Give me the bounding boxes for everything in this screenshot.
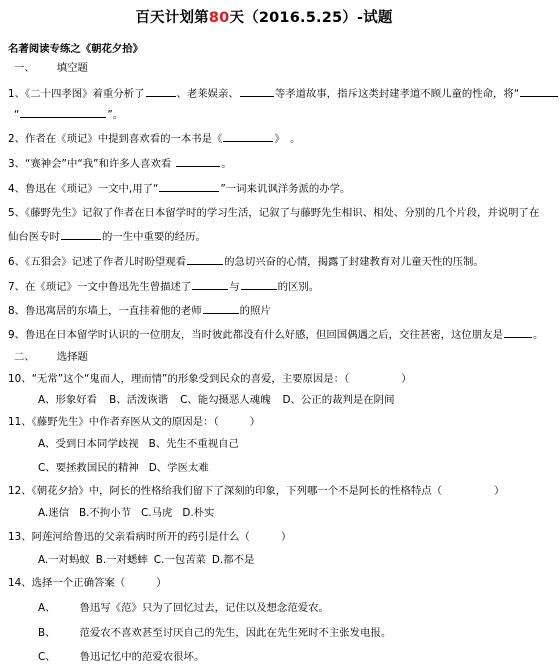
question-text: 与 — [229, 281, 240, 293]
question-text: 的急切兴奋的心情，揭露了封建教育对儿童天性的压制。 — [224, 256, 484, 268]
question-14-statement-c[interactable] — [38, 650, 204, 664]
question-text: 的区别。 — [277, 281, 320, 293]
statement-text: 鲁迅写《范》只为了回忆过去，记住以及想念范爱农。 — [79, 602, 329, 614]
question-7 — [8, 279, 319, 294]
statement-label: C、 — [38, 651, 56, 663]
option-c[interactable]: C、要拯救国民的精神 — [38, 462, 139, 474]
question-14-statement-a[interactable] — [38, 601, 329, 615]
section-name: 填空题 — [56, 62, 88, 74]
answer-blank[interactable] — [146, 86, 176, 97]
question-8 — [8, 303, 271, 318]
answer-blank[interactable] — [61, 229, 101, 240]
question-text: 9、鲁迅在日本留学时认识的一位朋友，当时彼此都没有什么好感，但回国偶遇之后，交往甚密，这位朋友是 — [8, 329, 503, 341]
option-d[interactable]: D.都不是 — [211, 554, 255, 566]
question-text: 2、作者在《琐记》中提到喜欢看的一本书是《 — [8, 133, 223, 145]
question-14: 14、选择一个正确答案（ ） — [8, 577, 167, 589]
option-d[interactable]: D、学医太难 — [148, 462, 209, 474]
question-text: 3、“赛神会”中“我”和许多人喜欢看 — [8, 158, 172, 170]
statement-label: B、 — [38, 627, 56, 639]
answer-blank[interactable] — [223, 131, 273, 142]
option-b[interactable]: B.一对蟋蟀 — [95, 554, 148, 566]
question-11: 11、《藤野先生》中作者弃医从文的原因是：（ ） — [8, 416, 261, 428]
option-a[interactable]: A、受到日本同学歧视 — [38, 438, 139, 450]
question-text: 等孝道故事，指斥这类封建孝道不顾儿童的性命，将“ — [274, 88, 520, 100]
question-5 — [8, 206, 539, 220]
section-heading-choice — [14, 350, 88, 364]
question-text: 。 — [532, 329, 544, 341]
question-11-options-2 — [38, 461, 209, 475]
question-5-continued — [8, 229, 206, 244]
answer-blank[interactable] — [176, 156, 220, 167]
question-10-options — [38, 393, 394, 407]
subtitle: 名著阅读专练之《朝花夕拾》 — [8, 43, 144, 55]
question-14-statement-b[interactable] — [38, 626, 391, 640]
question-12: 12、《朝花夕拾》中，阿长的性格给我们留下了深刻的印象，下列哪一个不是阿长的性格特点（ ） — [8, 485, 505, 497]
question-9 — [8, 327, 543, 342]
question-4 — [8, 181, 350, 196]
option-a[interactable]: A.迷信 — [38, 507, 70, 519]
question-text: 4、鲁迅在《琐记》一文中,用了“ — [8, 183, 159, 195]
statement-text: 鲁迅记忆中的范爱农很坏。 — [79, 651, 205, 663]
section-heading-fill — [14, 61, 88, 75]
question-text: 7、在《琐记》一文中鲁迅先生曾描述了 — [8, 281, 192, 293]
section-number: 一、 — [14, 62, 35, 74]
question-12-options — [38, 506, 214, 520]
answer-blank[interactable] — [241, 279, 277, 290]
option-a[interactable]: A.一对蚂蚁 — [38, 554, 90, 566]
statement-text: 范爱农不喜欢甚至讨厌自己的先生，因此在先生死时不主张发电报。 — [79, 627, 392, 639]
question-6 — [8, 254, 484, 269]
page-title — [0, 6, 528, 27]
answer-blank[interactable] — [520, 86, 558, 97]
answer-blank[interactable] — [192, 279, 228, 290]
question-text: 仙台医专时 — [8, 231, 60, 243]
question-text: ”。 — [107, 109, 124, 121]
section-number: 二、 — [14, 351, 35, 363]
option-a[interactable]: A、形象好看 — [38, 394, 98, 406]
question-text: 。 — [221, 158, 232, 170]
option-b[interactable]: B、先生不重视自己 — [148, 438, 239, 450]
question-text: 8、鲁迅寓居的东墙上，一直挂着他的老师 — [8, 305, 202, 317]
question-1 — [8, 86, 559, 101]
option-b[interactable]: B.不拘小节 — [79, 507, 132, 519]
answer-blank[interactable] — [187, 254, 223, 265]
question-3 — [8, 156, 232, 171]
question-1-continued: “ ”。 — [14, 109, 124, 121]
question-text: 5、《藤野先生》记叙了作者在日本留学时的学习生活，记叙了与藤野先生相识、相处、分别的几个片段，并说明了在 — [8, 207, 540, 219]
option-d[interactable]: D、公正的裁判是在阴间 — [282, 394, 395, 406]
answer-blank[interactable] — [20, 107, 106, 118]
question-10: 10、“无常”这个“鬼而人，理而情”的形象受到民众的喜爱，主要原因是：（ ） — [8, 373, 412, 385]
option-c[interactable]: C、能勾摄恶人魂魄 — [180, 394, 271, 406]
question-text: 的照片 — [239, 305, 271, 317]
question-2 — [8, 131, 300, 146]
question-text: 、老莱娱亲、 — [176, 88, 239, 100]
option-b[interactable]: B、活泼诙谐 — [109, 394, 169, 406]
answer-blank[interactable] — [504, 327, 532, 338]
statement-label: A、 — [38, 602, 56, 614]
title-suffix: 天（2016.5.25）-试题 — [229, 10, 393, 26]
option-d[interactable]: D.朴实 — [182, 507, 215, 519]
answer-blank[interactable] — [203, 303, 239, 314]
title-day-number: 80 — [208, 10, 230, 26]
question-text: ”一词来讥讽洋务派的办学。 — [220, 183, 351, 195]
question-text: 6、《五猖会》记述了作者儿时盼望观看 — [8, 256, 187, 268]
answer-blank[interactable] — [159, 181, 219, 192]
title-prefix: 百天计划第 — [135, 10, 209, 26]
answer-blank[interactable] — [240, 86, 274, 97]
option-c[interactable]: C.马虎 — [141, 507, 173, 519]
option-c[interactable]: C.一包苦菜 — [153, 554, 206, 566]
question-13-options — [38, 553, 254, 567]
question-11-options — [38, 437, 239, 451]
section-name: 选择题 — [56, 351, 88, 363]
question-13: 13、阿莲河给鲁迅的父亲看病时所开的药引是什么（ ） — [8, 531, 292, 543]
question-text: 的一生中重要的经历。 — [101, 231, 206, 243]
question-text: 1、《二十四孝图》着重分析了 — [8, 88, 145, 100]
question-text: 》 。 — [274, 133, 301, 145]
